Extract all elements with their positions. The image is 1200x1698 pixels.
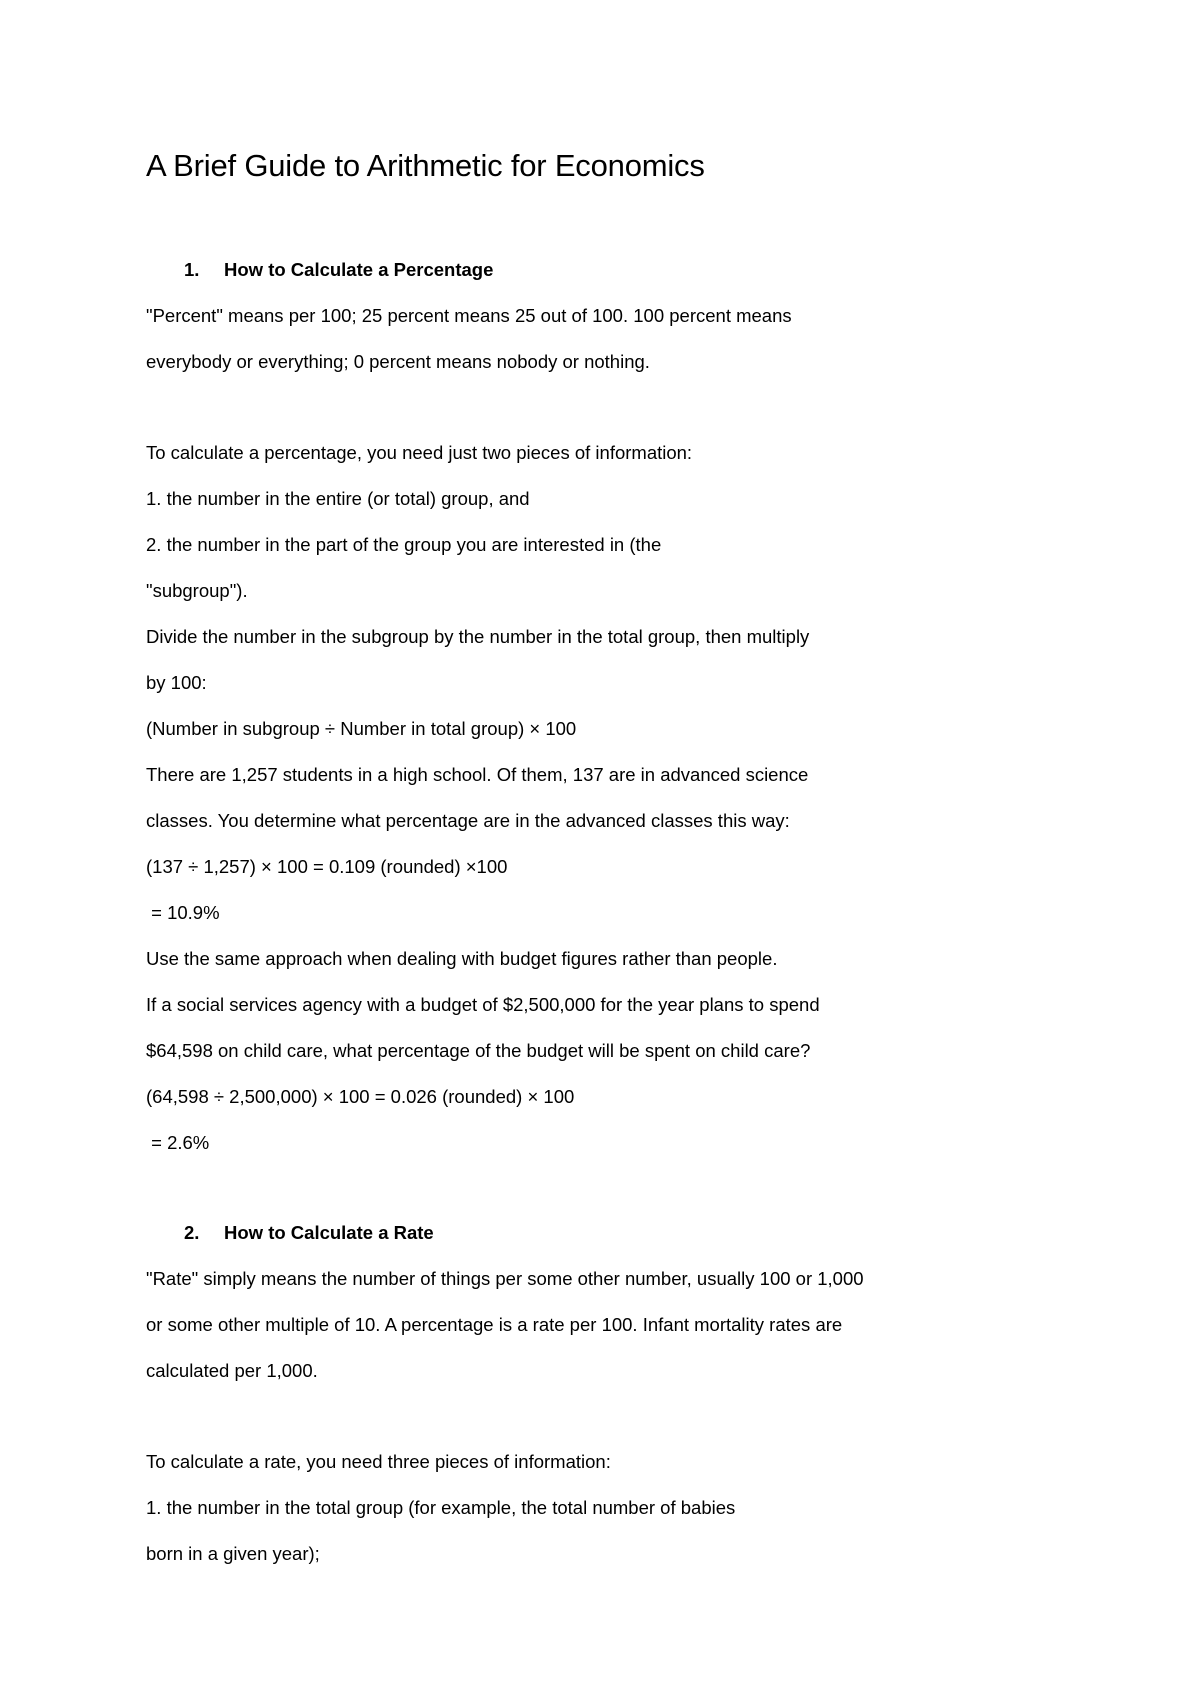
paragraph-line: To calculate a percentage, you need just two pieces of information: — [146, 442, 693, 463]
document-title: A Brief Guide to Arithmetic for Economics — [146, 148, 705, 183]
list-item: 1. the number in the total group (for example, the total number of babies — [146, 1497, 736, 1518]
formula-line: (64,598 ÷ 2,500,000) × 100 = 0.026 (rounded) × 100 — [146, 1086, 575, 1107]
paragraph-line: "Percent" means per 100; 25 percent means 25 out of 100. 100 percent means — [146, 305, 792, 326]
paragraph-line: or some other multiple of 10. A percentage is a rate per 100. Infant mortality rates are — [146, 1314, 843, 1335]
section-1-heading — [184, 258, 493, 282]
paragraph-line: calculated per 1,000. — [146, 1360, 318, 1381]
formula-line: (Number in subgroup ÷ Number in total group) × 100 — [146, 718, 577, 739]
paragraph-line: by 100: — [146, 672, 207, 693]
section-2-title: How to Calculate a Rate — [224, 1222, 434, 1243]
paragraph-line: There are 1,257 students in a high school. Of them, 137 are in advanced science — [146, 764, 809, 785]
paragraph-line: If a social services agency with a budget of $2,500,000 for the year plans to spend — [146, 994, 820, 1015]
formula-result: = 2.6% — [146, 1132, 210, 1153]
list-item-continuation: born in a given year); — [146, 1543, 320, 1564]
section-2-number: 2. — [184, 1222, 200, 1243]
paragraph-line: Use the same approach when dealing with budget figures rather than people. — [146, 948, 778, 969]
paragraph-line: To calculate a rate, you need three pieces of information: — [146, 1451, 611, 1472]
list-item: 1. the number in the entire (or total) group, and — [146, 488, 530, 509]
formula-result: = 10.9% — [146, 902, 220, 923]
list-item: 2. the number in the part of the group you are interested in (the — [146, 534, 662, 555]
paragraph-line: everybody or everything; 0 percent means nobody or nothing. — [146, 351, 650, 372]
paragraph-line: Divide the number in the subgroup by the number in the total group, then multiply — [146, 626, 810, 647]
section-1-title: How to Calculate a Percentage — [224, 259, 494, 280]
formula-line: (137 ÷ 1,257) × 100 = 0.109 (rounded) ×100 — [146, 856, 508, 877]
list-item-continuation: "subgroup"). — [146, 580, 248, 601]
section-2-heading — [184, 1221, 434, 1245]
paragraph-line: $64,598 on child care, what percentage of the budget will be spent on child care? — [146, 1040, 811, 1061]
section-1-number: 1. — [184, 259, 200, 280]
paragraph-line: "Rate" simply means the number of things per some other number, usually 100 or 1,000 — [146, 1268, 864, 1289]
paragraph-line: classes. You determine what percentage are in the advanced classes this way: — [146, 810, 790, 831]
